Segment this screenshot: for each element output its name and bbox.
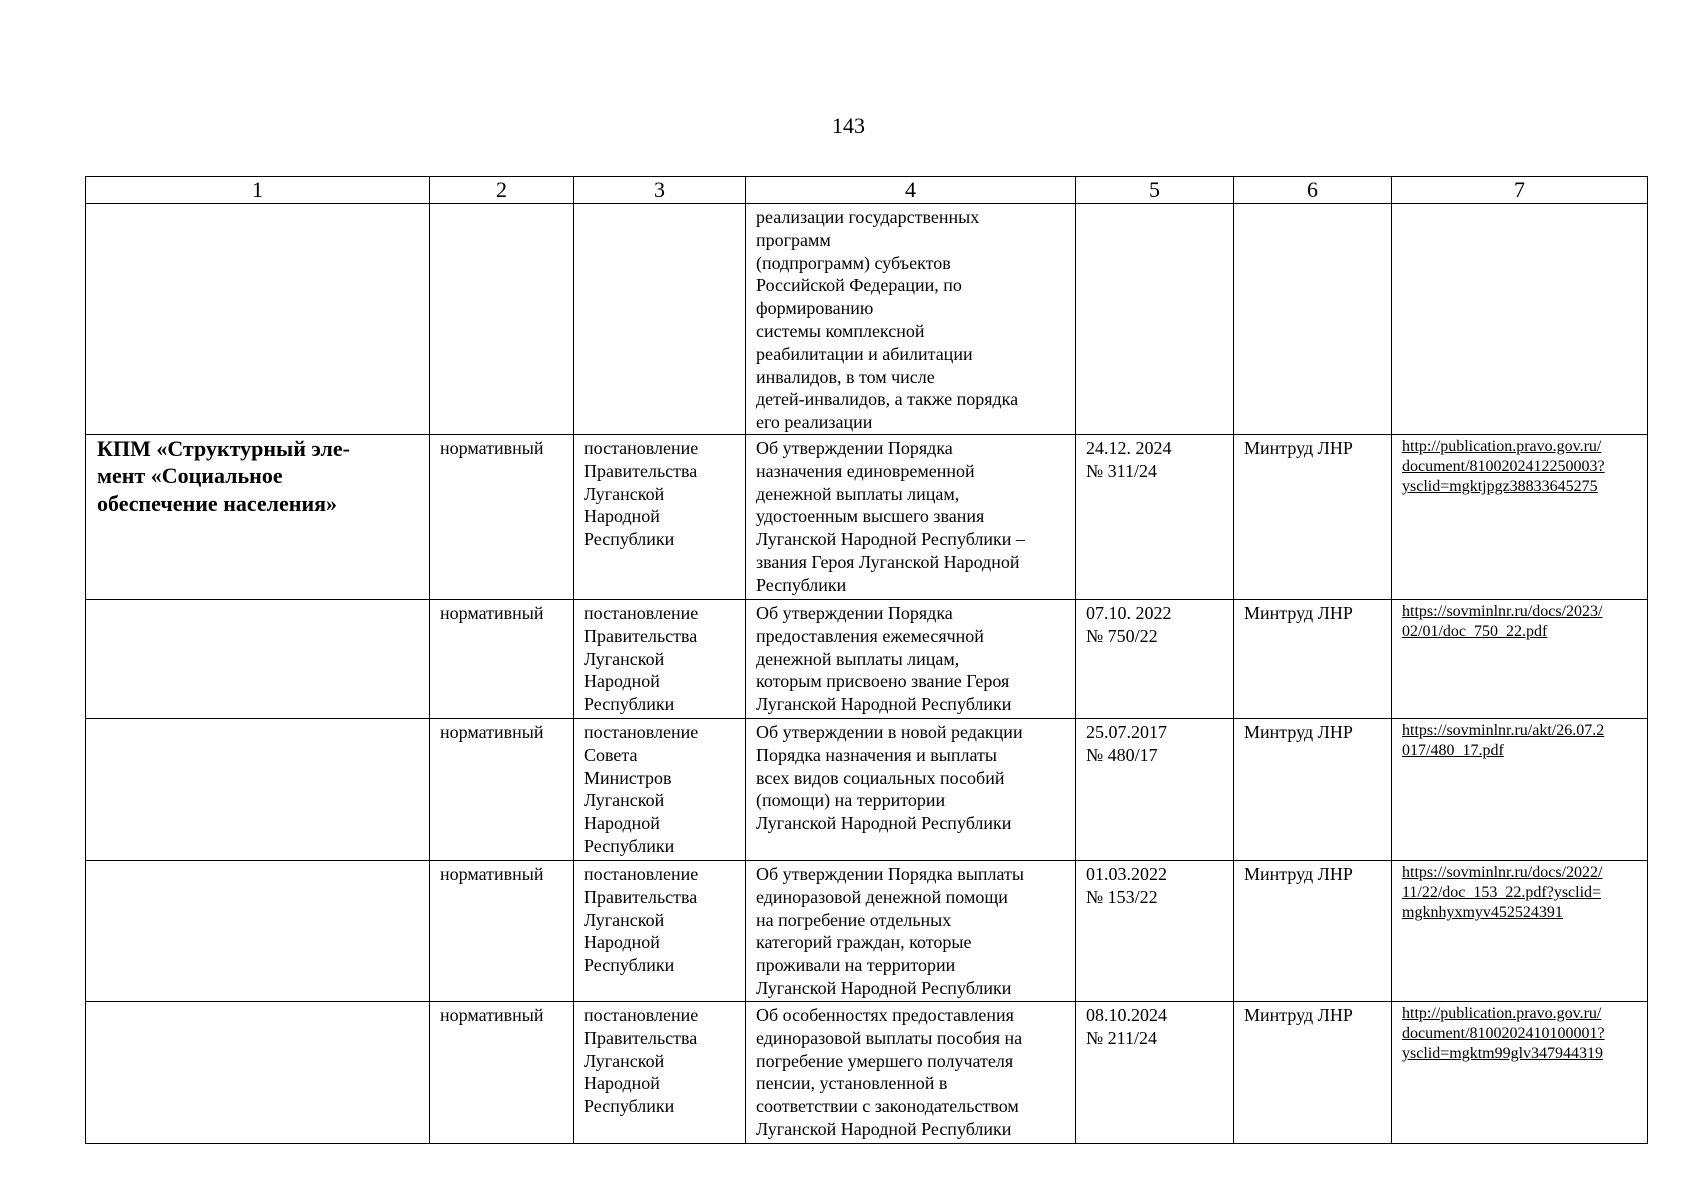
page-number: 143 [832,113,865,138]
doc-type-cell: постановление Правительства Луганской Народной Республики [574,1001,746,1143]
doc-title-cell: Об утверждении Порядка выплаты единоразовой денежной помощи на погребение отдельных категорий граждан, которые проживали на территории Луганской Народной Республики [746,860,1076,1001]
column-header-7: 7 [1392,177,1648,204]
doc-link-cell [1392,860,1648,1001]
doc-title-cell: Об утверждении в новой редакции Порядка назначения и выплаты всех видов социальных пособий (помощи) на территории Луганской Народной Республики [746,718,1076,860]
table-row [86,434,1648,599]
column-header-6: 6 [1234,177,1392,204]
doc-date-number-cell: 08.10.2024 № 211/24 [1076,1001,1234,1143]
responsible-body-cell: Минтруд ЛНР [1234,599,1392,718]
section-cell [86,599,430,718]
responsible-body-cell: Минтруд ЛНР [1234,434,1392,599]
doc-link[interactable]: http://publication.pravo.gov.ru/ document/8100202410100001? ysclid=mgktm99glv347944319 [1402,1004,1605,1062]
document-table [85,176,1648,1144]
column-header-1: 1 [86,177,430,204]
doc-kind-cell: нормативный [430,860,574,1001]
doc-date-number-cell: 01.03.2022 № 153/22 [1076,860,1234,1001]
doc-kind-cell: нормативный [430,1001,574,1143]
section-cell [86,860,430,1001]
column-header-3: 3 [574,177,746,204]
section-cell [86,718,430,860]
doc-date-number-cell: 07.10. 2022 № 750/22 [1076,599,1234,718]
doc-link[interactable]: https://sovminlnr.ru/akt/26.07.2 017/480_17.pdf [1402,721,1605,759]
doc-kind-cell [430,204,574,435]
doc-link[interactable]: https://sovminlnr.ru/docs/2022/ 11/22/doc_153_22.pdf?ysclid= mgknhyxmyv452524391 [1402,863,1603,921]
table-row [86,860,1648,1001]
header-row [86,177,1648,204]
responsible-body-cell: Минтруд ЛНР [1234,860,1392,1001]
doc-date-number-cell [1076,204,1234,435]
doc-type-cell: постановление Совета Министров Луганской Народной Республики [574,718,746,860]
table-row [86,204,1648,435]
doc-date-number-cell: 25.07.2017 № 480/17 [1076,718,1234,860]
responsible-body-cell: Минтруд ЛНР [1234,1001,1392,1143]
table-row [86,1001,1648,1143]
doc-type-cell: постановление Правительства Луганской Народной Республики [574,434,746,599]
doc-title-cell: Об утверждении Порядка предоставления ежемесячной денежной выплаты лицам, которым присвоено звание Героя Луганской Народной Республики [746,599,1076,718]
doc-link-cell [1392,1001,1648,1143]
section-title: КПМ «Структурный эле- мент «Социальное обеспечение населения» [97,435,350,516]
doc-title-cell: Об особенностях предоставления единоразовой выплаты пособия на погребение умершего получателя пенсии, установленной в соответствии с законодательством Луганской Народной Республики [746,1001,1076,1143]
doc-kind-cell: нормативный [430,599,574,718]
responsible-body-cell [1234,204,1392,435]
doc-title-cell: Об утверждении Порядка назначения единовременной денежной выплаты лицам, удостоенным высшего звания Луганской Народной Республики – звания Героя Луганской Народной Республики [746,434,1076,599]
doc-link-cell [1392,718,1648,860]
doc-link[interactable]: http://publication.pravo.gov.ru/ document/8100202412250003? ysclid=mgktjpgz38833645275 [1402,437,1605,495]
table-row [86,718,1648,860]
doc-link-cell [1392,434,1648,599]
table-body [86,204,1648,1144]
section-cell [86,434,430,599]
doc-type-cell: постановление Правительства Луганской Народной Республики [574,599,746,718]
doc-link-cell [1392,599,1648,718]
section-cell [86,1001,430,1143]
column-header-5: 5 [1076,177,1234,204]
doc-link[interactable]: https://sovminlnr.ru/docs/2023/ 02/01/doc_750_22.pdf [1402,602,1603,640]
doc-title-cell: реализации государственных программ (подпрограмм) субъектов Российской Федерации, по формированию системы комплексной реабилитации и абилитации инвалидов, в том числе детей-инвалидов, а также порядка его реализации [746,204,1076,435]
table-header [86,177,1648,204]
responsible-body-cell: Минтруд ЛНР [1234,718,1392,860]
column-header-4: 4 [746,177,1076,204]
column-header-2: 2 [430,177,574,204]
doc-type-cell: постановление Правительства Луганской Народной Республики [574,860,746,1001]
doc-link-cell [1392,204,1648,435]
doc-kind-cell: нормативный [430,718,574,860]
table-row [86,599,1648,718]
doc-kind-cell: нормативный [430,434,574,599]
doc-date-number-cell: 24.12. 2024 № 311/24 [1076,434,1234,599]
section-cell [86,204,430,435]
doc-type-cell [574,204,746,435]
